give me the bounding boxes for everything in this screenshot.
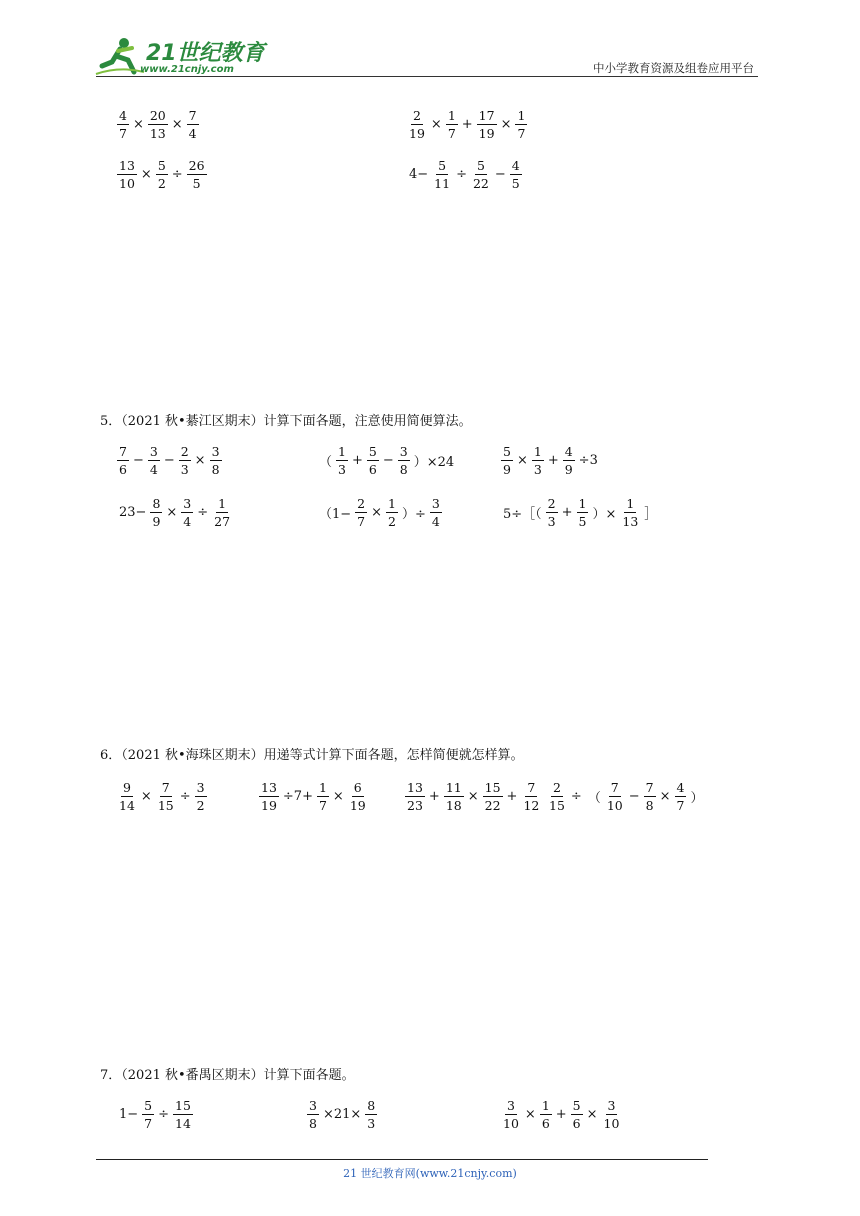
fraction <box>348 780 368 813</box>
numerator: 3 <box>183 495 192 511</box>
denominator: 22 <box>472 175 489 191</box>
fraction <box>477 108 497 141</box>
denominator: 6 <box>368 461 377 477</box>
numerator: 1 <box>541 1097 550 1113</box>
denominator: 10 <box>119 175 135 191</box>
expression <box>500 492 660 532</box>
numerator: 2 <box>180 443 189 459</box>
operator: + <box>561 504 573 520</box>
fraction <box>521 780 541 813</box>
fraction <box>563 444 575 477</box>
numerator: 3 <box>399 443 408 459</box>
fraction <box>117 158 137 191</box>
numerator: 2 <box>357 495 366 511</box>
denominator: 3 <box>367 1115 376 1131</box>
expression-text: 4− <box>409 166 429 182</box>
denominator: 14 <box>119 797 135 813</box>
denominator: 15 <box>549 797 565 813</box>
operator: × <box>166 504 178 520</box>
fraction <box>644 780 656 813</box>
numerator: 1 <box>318 779 327 795</box>
operator: × <box>332 788 344 804</box>
numerator: 5 <box>144 1097 153 1113</box>
expression <box>116 104 200 144</box>
operator: + <box>461 116 473 132</box>
logo-text: 21世纪教育 <box>146 41 265 66</box>
numerator: 15 <box>175 1097 191 1113</box>
denominator: 3 <box>547 513 556 529</box>
operator: ÷ <box>171 166 183 182</box>
expression-text: 5÷［（ <box>503 506 542 522</box>
footer-divider <box>96 1159 708 1160</box>
fraction <box>179 444 191 477</box>
denominator: 7 <box>144 1115 153 1131</box>
numerator: 1 <box>533 443 542 459</box>
numerator: 7 <box>645 779 654 795</box>
operator: ÷ <box>570 788 582 804</box>
numerator: 13 <box>261 779 277 795</box>
numerator: 3 <box>309 1097 317 1113</box>
fraction <box>117 780 137 813</box>
denominator: 7 <box>357 513 366 529</box>
numerator: 7 <box>527 779 536 795</box>
denominator: 8 <box>309 1115 317 1131</box>
expression-text: 23− <box>119 504 147 520</box>
numerator: 17 <box>478 107 495 123</box>
operator: × <box>516 452 528 468</box>
numerator: 4 <box>119 107 127 123</box>
numerator: 1 <box>388 495 396 511</box>
expression <box>316 492 443 532</box>
numerator: 13 <box>407 779 423 795</box>
denominator: 5 <box>511 175 520 191</box>
expression <box>116 154 208 194</box>
operator: ÷ <box>179 788 191 804</box>
denominator: 8 <box>645 797 654 813</box>
denominator: 19 <box>478 125 495 141</box>
fraction <box>620 496 640 529</box>
numerator: 1 <box>218 495 227 511</box>
fraction <box>432 158 452 191</box>
site-logo <box>94 34 264 80</box>
operator: + <box>555 1106 567 1122</box>
operator: × <box>500 116 512 132</box>
fraction <box>142 1098 154 1131</box>
denominator: 23 <box>407 797 423 813</box>
operator: − <box>494 166 506 182</box>
expression <box>406 154 523 194</box>
expression-text: （ <box>587 790 601 806</box>
operator: × <box>371 504 383 520</box>
expression <box>404 776 542 816</box>
denominator: 7 <box>447 125 456 141</box>
operator: × <box>467 788 479 804</box>
expression <box>500 1094 622 1134</box>
numerator: 1 <box>447 107 456 123</box>
expression <box>406 104 528 144</box>
numerator: 15 <box>484 779 501 795</box>
denominator: 18 <box>445 797 462 813</box>
denominator: 19 <box>409 125 425 141</box>
operator: + <box>547 452 559 468</box>
denominator: 7 <box>119 125 127 141</box>
fraction <box>181 496 193 529</box>
numerator: 3 <box>211 443 220 459</box>
denominator: 8 <box>399 461 408 477</box>
operator: × <box>140 788 152 804</box>
operator: ÷ <box>456 166 467 182</box>
numerator: 7 <box>161 779 170 795</box>
denominator: 19 <box>261 797 277 813</box>
operator: + <box>506 788 518 804</box>
operator: × <box>171 116 183 132</box>
fraction <box>117 108 129 141</box>
expression-text: ） <box>690 790 704 806</box>
fraction <box>540 1098 552 1131</box>
question-title: 7．（2021 秋•番禺区期末）计算下面各题。 <box>100 1068 355 1083</box>
numerator: 5 <box>503 443 511 459</box>
denominator: 8 <box>211 461 220 477</box>
numerator: 5 <box>572 1097 581 1113</box>
fraction <box>173 1098 193 1131</box>
numerator: 3 <box>196 779 205 795</box>
fraction <box>471 158 491 191</box>
denominator: 13 <box>622 513 639 529</box>
fraction <box>546 496 558 529</box>
fraction <box>571 1098 583 1131</box>
numerator: 3 <box>607 1097 616 1113</box>
denominator: 7 <box>318 797 327 813</box>
denominator: 13 <box>149 125 166 141</box>
operator: × <box>659 788 671 804</box>
numerator: 13 <box>119 157 135 173</box>
denominator: 10 <box>603 1115 620 1131</box>
numerator: 3 <box>431 495 440 511</box>
fraction <box>430 496 442 529</box>
operator: ÷ <box>197 504 209 520</box>
denominator: 3 <box>180 461 189 477</box>
denominator: 10 <box>503 1115 519 1131</box>
numerator: 4 <box>511 157 520 173</box>
expression-text: ］ <box>644 506 658 522</box>
denominator: 9 <box>503 461 511 477</box>
expression <box>258 776 369 816</box>
fraction <box>150 496 162 529</box>
expression-text: ）× <box>592 506 617 522</box>
expression-text: ×21× <box>322 1106 362 1122</box>
operator: ÷ <box>158 1106 170 1122</box>
denominator: 19 <box>349 797 366 813</box>
fraction <box>195 780 207 813</box>
fraction <box>577 496 589 529</box>
expression <box>116 776 208 816</box>
fraction <box>259 780 279 813</box>
operator: − <box>132 452 144 468</box>
header-divider <box>96 76 758 77</box>
denominator: 10 <box>606 797 623 813</box>
denominator: 14 <box>175 1115 191 1131</box>
fraction <box>510 158 522 191</box>
numerator: 2 <box>412 107 421 123</box>
numerator: 1 <box>578 495 587 511</box>
numerator: 4 <box>564 443 573 459</box>
expression-text: （ <box>319 454 333 470</box>
denominator: 7 <box>517 125 526 141</box>
logo-url: www.21cnjy.com <box>140 64 234 75</box>
expression-text: 1− <box>119 1106 139 1122</box>
expression <box>316 440 457 480</box>
fraction <box>605 780 625 813</box>
fraction <box>446 108 458 141</box>
fraction <box>156 780 176 813</box>
fraction <box>444 780 464 813</box>
fraction <box>483 780 503 813</box>
denominator: 2 <box>388 513 396 529</box>
expression-text: ）÷ <box>401 506 426 522</box>
denominator: 3 <box>338 461 346 477</box>
denominator: 4 <box>149 461 158 477</box>
denominator: 9 <box>564 461 573 477</box>
fraction <box>307 1098 319 1131</box>
expression <box>116 1094 194 1134</box>
numerator: 7 <box>119 443 127 459</box>
fraction <box>187 108 199 141</box>
expression <box>546 776 706 816</box>
denominator: 4 <box>431 513 440 529</box>
numerator: 5 <box>476 157 485 173</box>
operator: × <box>524 1106 536 1122</box>
numerator: 8 <box>367 1097 376 1113</box>
fraction <box>317 780 329 813</box>
operator: − <box>382 452 394 468</box>
numerator: 9 <box>122 779 131 795</box>
operator: + <box>351 452 363 468</box>
fraction <box>156 158 168 191</box>
fraction <box>148 108 168 141</box>
denominator: 12 <box>523 797 540 813</box>
denominator: 22 <box>484 797 501 813</box>
question-title: 5．（2021 秋•綦江区期末）计算下面各题，注意使用简便算法。 <box>100 414 472 429</box>
denominator: 9 <box>152 513 161 529</box>
numerator: 26 <box>188 157 205 173</box>
fraction <box>386 496 398 529</box>
fraction <box>367 444 379 477</box>
denominator: 5 <box>578 513 587 529</box>
numerator: 2 <box>547 495 556 511</box>
denominator: 3 <box>533 461 542 477</box>
numerator: 3 <box>149 443 158 459</box>
fraction <box>212 496 232 529</box>
fraction <box>365 1098 377 1131</box>
footer-source: 21 世纪教育网(www.21cnjy.com) <box>343 1167 517 1180</box>
expression <box>116 492 233 532</box>
denominator: 7 <box>676 797 685 813</box>
numerator: 7 <box>610 779 619 795</box>
expression-text: ÷3 <box>578 452 598 468</box>
denominator: 11 <box>434 175 451 191</box>
expression-text: ）×24 <box>413 454 455 470</box>
fraction <box>675 780 687 813</box>
runner-logo-icon <box>94 36 146 78</box>
fraction <box>148 444 160 477</box>
operator: + <box>428 788 440 804</box>
denominator: 2 <box>196 797 205 813</box>
fraction <box>532 444 544 477</box>
expression <box>500 440 601 480</box>
expression <box>116 440 223 480</box>
fraction <box>355 496 367 529</box>
fraction <box>515 108 527 141</box>
denominator: 5 <box>192 175 201 191</box>
denominator: 4 <box>188 125 197 141</box>
fraction <box>117 444 129 477</box>
numerator: 1 <box>517 107 526 123</box>
denominator: 27 <box>214 513 231 529</box>
denominator: 2 <box>157 175 166 191</box>
numerator: 2 <box>552 779 561 795</box>
fraction <box>407 108 427 141</box>
operator: − <box>628 788 640 804</box>
numerator: 1 <box>338 443 346 459</box>
fraction <box>547 780 567 813</box>
denominator: 6 <box>541 1115 550 1131</box>
expression-text: ÷7+ <box>282 788 313 804</box>
operator: × <box>430 116 442 132</box>
operator: − <box>163 452 175 468</box>
operator: × <box>140 166 152 182</box>
numerator: 5 <box>157 157 166 173</box>
expression-text: （1− <box>319 506 352 522</box>
fraction <box>210 444 222 477</box>
numerator: 1 <box>626 495 635 511</box>
fraction <box>501 444 513 477</box>
operator: × <box>132 116 144 132</box>
denominator: 6 <box>572 1115 581 1131</box>
numerator: 4 <box>676 779 685 795</box>
fraction <box>187 158 207 191</box>
operator: × <box>586 1106 598 1122</box>
numerator: 8 <box>152 495 161 511</box>
numerator: 11 <box>445 779 462 795</box>
numerator: 20 <box>149 107 166 123</box>
fraction <box>398 444 410 477</box>
operator: × <box>194 452 206 468</box>
numerator: 3 <box>506 1097 515 1113</box>
numerator: 5 <box>438 157 447 173</box>
expression <box>306 1094 378 1134</box>
denominator: 4 <box>183 513 192 529</box>
fraction <box>405 780 425 813</box>
header-platform-name: 中小学教育资源及组卷应用平台 <box>593 61 754 75</box>
question-title: 6．（2021 秋•海珠区期末）用递等式计算下面各题，怎样简便就怎样算。 <box>100 748 524 763</box>
fraction <box>501 1098 521 1131</box>
numerator: 6 <box>353 779 362 795</box>
denominator: 6 <box>119 461 127 477</box>
numerator: 7 <box>188 107 197 123</box>
denominator: 15 <box>157 797 174 813</box>
fraction <box>602 1098 622 1131</box>
fraction <box>336 444 348 477</box>
numerator: 5 <box>368 443 377 459</box>
